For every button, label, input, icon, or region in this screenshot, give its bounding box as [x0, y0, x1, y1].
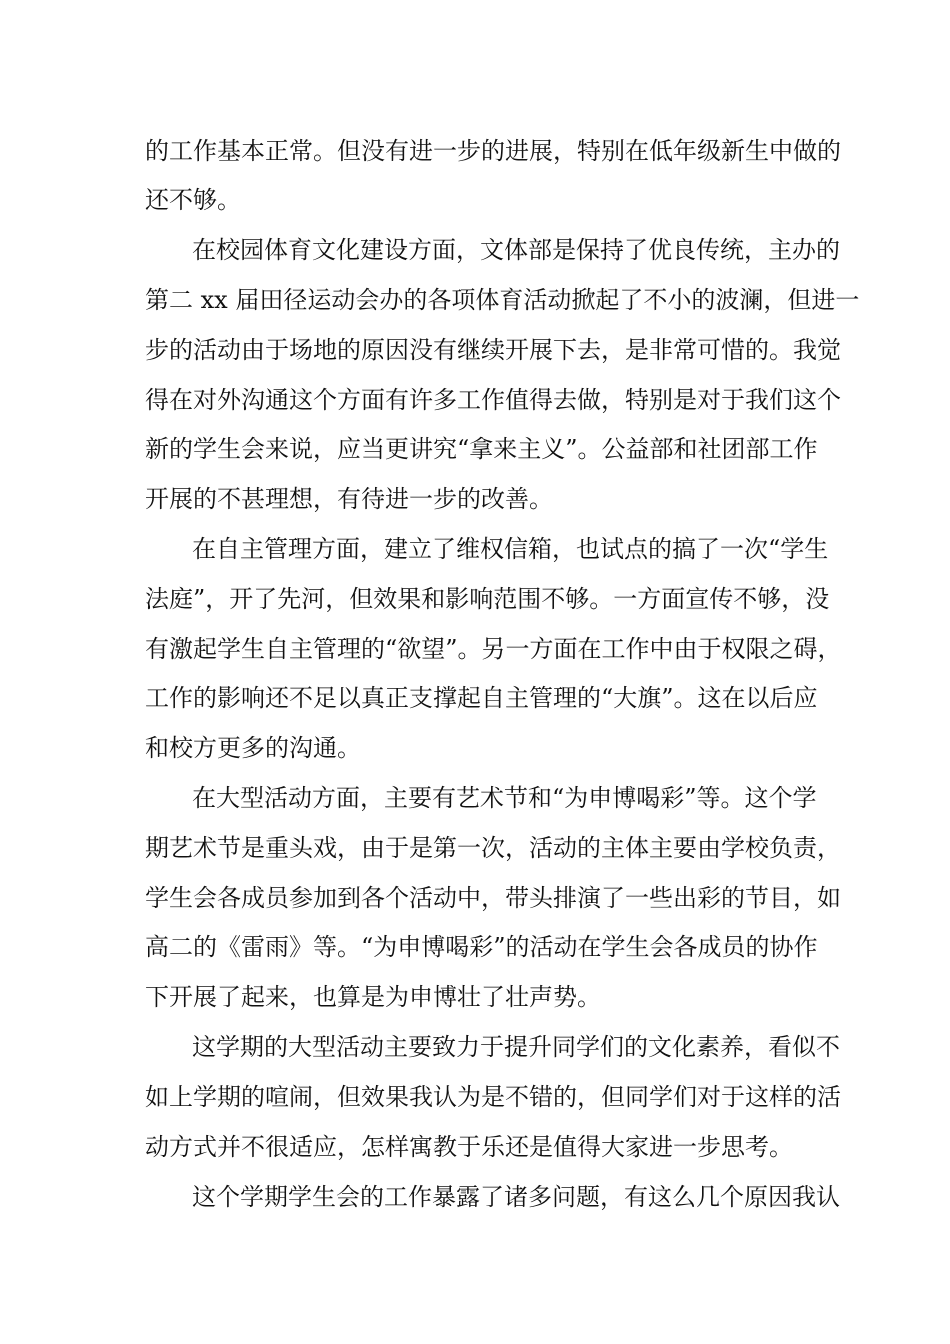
text-line: 第二 xx 届田径运动会办的各项体育活动掀起了不小的波澜，但进一: [145, 286, 860, 314]
text-line: 学生会各成员参加到各个活动中，带头排演了一些出彩的节目，如: [145, 884, 841, 912]
text-line: 下开展了起来，也算是为申博壮了壮声势。: [145, 983, 601, 1011]
text-line: 动方式并不很适应，怎样寓教于乐还是值得大家进一步思考。: [145, 1133, 793, 1161]
text-line: 如上学期的喧闹，但效果我认为是不错的，但同学们对于这样的活: [145, 1083, 841, 1111]
text-line: 的工作基本正常。但没有进一步的进展，特别在低年级新生中做的: [145, 137, 841, 165]
text-line: 在校园体育文化建设方面，文体部是保持了优良传统，主办的: [192, 236, 840, 264]
text-line: 开展的不甚理想，有待进一步的改善。: [145, 485, 553, 513]
text-line: 这学期的大型活动主要致力于提升同学们的文化素养，看似不: [192, 1033, 840, 1061]
text-line: 在大型活动方面，主要有艺术节和“为申博喝彩”等。这个学: [192, 784, 817, 812]
text-line: 和校方更多的沟通。: [145, 734, 361, 762]
text-line: 步的活动由于场地的原因没有继续开展下去，是非常可惜的。我觉: [145, 336, 841, 364]
text-line: 工作的影响还不足以真正支撑起自主管理的“大旗”。这在以后应: [145, 684, 818, 712]
text-line: 还不够。: [145, 186, 241, 214]
text-line: 这个学期学生会的工作暴露了诸多问题，有这么几个原因我认: [192, 1183, 840, 1211]
text-line: 高二的《雷雨》等。“为申博喝彩”的活动在学生会各成员的协作: [145, 933, 818, 961]
text-line: 法庭”，开了先河，但效果和影响范围不够。一方面宣传不够，没: [145, 585, 830, 613]
text-line: 新的学生会来说，应当更讲究“拿来主义”。公益部和社团部工作: [145, 435, 818, 463]
text-line: 期艺术节是重头戏，由于是第一次，活动的主体主要由学校负责，: [145, 834, 841, 862]
text-line: 得在对外沟通这个方面有许多工作值得去做，特别是对于我们这个: [145, 386, 841, 414]
text-line: 在自主管理方面，建立了维权信箱，也试点的搞了一次“学生: [192, 535, 829, 563]
text-line: 有激起学生自主管理的“欲望”。另一方面在工作中由于权限之碍，: [145, 635, 842, 663]
